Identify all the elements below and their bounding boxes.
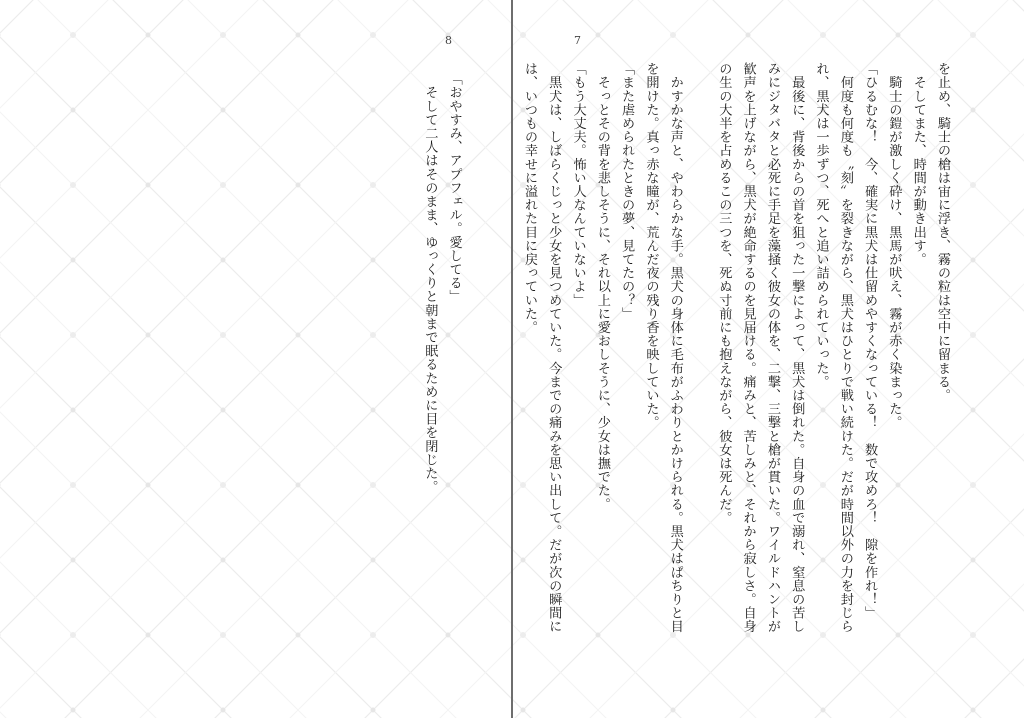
text-line: れ、黒犬は一歩ずつ、死へと追い詰められていった。 bbox=[813, 62, 829, 389]
text-line: 「おやすみ、アプフェル。愛してる」 bbox=[446, 72, 462, 304]
text-line: そっとその背を悲しそうに、それ以上に愛おしそうに、少女は撫でた。 bbox=[594, 62, 610, 511]
text-line: 騎士の鎧が激しく砕け、黒馬が吠え、霧が赤く染まった。 bbox=[886, 62, 902, 430]
text-line: そして二人はそのまま、ゆっくりと朝まで眠るために目を閉じた。 bbox=[422, 72, 438, 494]
text-line: みにジタバタと必死に手足を藻掻く彼女の体を、二撃、三撃と槍が貫いた。ワイルドハントが bbox=[764, 62, 780, 634]
text-line: 歓声を上げながら、黒犬が絶命するのを見届ける。痛みと、苦しみと、それから寂しさ。自身 bbox=[740, 62, 756, 634]
left-page-text bbox=[417, 72, 466, 494]
text-line: 何度も何度も〝刻〟を裂きながら、黒犬はひとりで戦い続けた。だが時間以外の力を封じら bbox=[837, 62, 853, 634]
text-line: そしてまた、時間が動き出す。 bbox=[910, 62, 926, 266]
text-line: 最後に、背後からの首を狙った一撃によって、黒犬は倒れた。自身の血で溺れ、窒息の苦し bbox=[789, 62, 805, 634]
page-number: 8 bbox=[445, 34, 452, 47]
text-line: は、いつもの幸せに溢れた目に戻っていた。 bbox=[521, 62, 537, 334]
page-number: 7 bbox=[574, 34, 581, 47]
text-line: 「ひるむな！ 今、確実に黒犬は仕留めやすくなっている！ 数で攻めろ！ 隙を作れ！」 bbox=[862, 62, 878, 620]
text-line: を止め、騎士の槍は宙に浮き、霧の粒は空中に留まる。 bbox=[935, 62, 950, 402]
right-page bbox=[514, 0, 1024, 718]
blank-line bbox=[687, 62, 711, 633]
text-line: を開けた。真っ赤な瞳が、荒んだ夜の残り香を映していた。 bbox=[643, 62, 659, 430]
text-line: の生の大半を占めるこの三つを、死ぬ寸前にも抱えながら、彼女は死んだ。 bbox=[716, 62, 732, 525]
right-page-text bbox=[517, 62, 954, 633]
text-line: かすかな声と、やわらかな手。黒犬の身体に毛布がふわりとかけられる。黒犬はぱちりと目 bbox=[667, 62, 683, 634]
text-line: 「また虐められたときの夢、見てたの？」 bbox=[619, 62, 635, 321]
page-divider bbox=[511, 0, 513, 718]
text-line: 黒犬は、しばらくじっと少女を見つめていた。今までの痛みを思い出して。だが次の瞬間に bbox=[546, 62, 562, 634]
text-line: 「もう大丈夫。怖い人なんていないよ」 bbox=[570, 62, 586, 307]
